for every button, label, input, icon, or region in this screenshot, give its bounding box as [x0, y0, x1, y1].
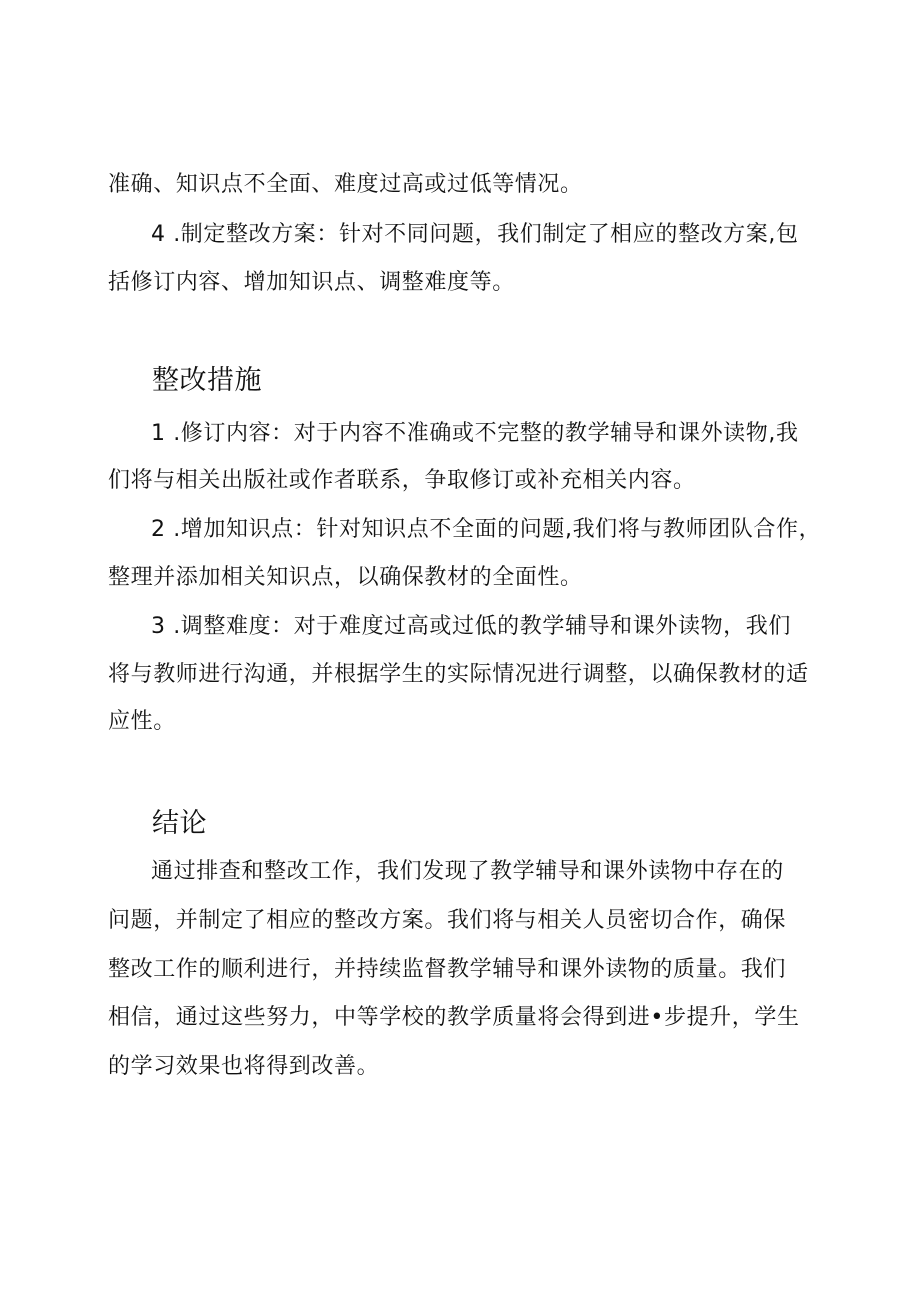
conclusion-line-2: 问题，并制定了相应的整改方案。我们将与相关人员密切合作，确保 — [108, 908, 787, 933]
conclusion-line-3: 整改工作的顺利进行，并持续监督教学辅导和课外读物的质量。我们 — [108, 957, 787, 982]
measure-1-line-1: 1 .修订内容：对于内容不准确或不完整的教学辅导和课外读物,我 — [151, 421, 799, 446]
conclusion-line-5: 的学习效果也将得到改善。 — [108, 1054, 380, 1079]
measure-2-line-2: 整理并添加相关知识点，以确保教材的全面性。 — [108, 565, 583, 590]
measure-3-line-1: 3 .调整难度：对于难度过高或过低的教学辅导和课外读物，我们 — [151, 614, 791, 639]
section-heading-measures: 整改措施 — [152, 365, 262, 396]
item-4-line-1: 4 .制定整改方案：针对不同问题，我们制定了相应的整改方案,包 — [151, 222, 799, 247]
section-heading-conclusion: 结论 — [152, 808, 207, 839]
conclusion-line-4: 相信，通过这些努力，中等学校的教学质量将会得到进•步提升，学生 — [108, 1005, 800, 1030]
intro-line-1: 准确、知识点不全面、难度过高或过低等情况。 — [108, 172, 583, 197]
conclusion-line-1: 通过排查和整改工作，我们发现了教学辅导和课外读物中存在的 — [151, 859, 784, 884]
item-4-line-2: 括修订内容、增加知识点、调整难度等。 — [108, 270, 515, 295]
measure-1-line-2: 们将与相关出版社或作者联系，争取修订或补充相关内容。 — [108, 468, 696, 493]
measure-2-line-1: 2 .增加知识点：针对知识点不全面的问题,我们将与教师团队合作， — [151, 517, 822, 542]
measure-3-line-2: 将与教师进行沟通，并根据学生的实际情况进行调整，以确保教材的适 — [108, 662, 809, 687]
measure-3-line-3: 应性。 — [108, 709, 176, 734]
